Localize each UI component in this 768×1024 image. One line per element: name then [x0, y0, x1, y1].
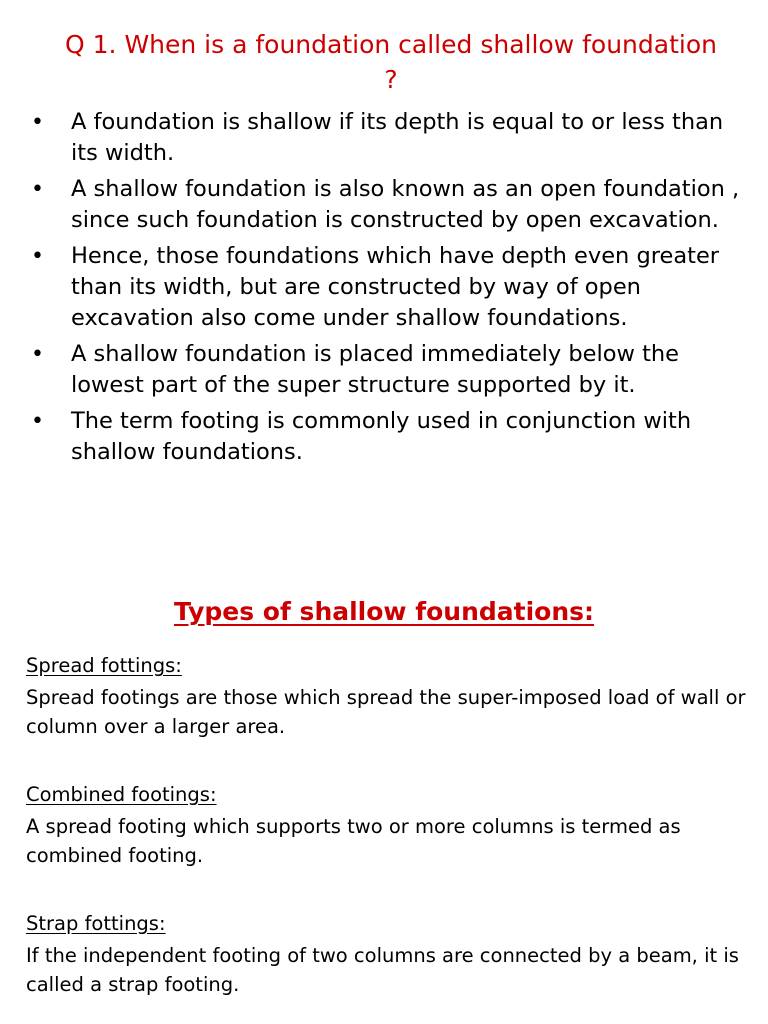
bullet-item: [0, 339, 768, 401]
section-label: Strap fottings:: [26, 912, 166, 935]
answer-bullet-list: [0, 107, 768, 473]
bullet-text: Hence, those foundations which have depth even greater than its width, but are constructed by way of open excavation also come under shallow foundations.: [71, 243, 720, 331]
section-text: A spread footing which supports two or more columns is termed as combined footing.: [26, 815, 681, 867]
bullet-item: [0, 107, 768, 169]
bullet-icon: •: [31, 409, 44, 434]
question-title: Q 1. When is a foundation called shallow foundation ?: [65, 30, 717, 94]
bullet-text: A foundation is shallow if its depth is equal to or less than its width.: [71, 109, 724, 166]
section-text: Spread footings are those which spread the super-imposed load of wall or column over a larger area.: [26, 686, 746, 738]
section-text: If the independent footing of two columns are connected by a beam, it is called a strap footing.: [26, 944, 739, 996]
bullet-item: [0, 174, 768, 236]
bullet-icon: •: [31, 110, 44, 135]
bullet-icon: •: [31, 244, 44, 269]
bullet-item: [0, 406, 768, 468]
section-label: Combined footings:: [26, 783, 217, 806]
types-heading: Types of shallow foundations:: [173, 597, 595, 626]
bullet-icon: •: [31, 177, 44, 202]
bullet-text: A shallow foundation is placed immediately below the lowest part of the super structure supported by it.: [71, 341, 680, 398]
spread-footings-section: [26, 652, 746, 741]
section-label: Spread fottings:: [26, 654, 182, 677]
bullet-text: The term footing is commonly used in conjunction with shallow foundations.: [71, 408, 692, 465]
bullet-text: A shallow foundation is also known as an open foundation , since such foundation is constructed by open excavation.: [71, 176, 740, 233]
strap-footings-section: [26, 910, 746, 999]
combined-footings-section: [26, 781, 746, 870]
bullet-item: [0, 241, 768, 334]
bullet-icon: •: [31, 342, 44, 367]
